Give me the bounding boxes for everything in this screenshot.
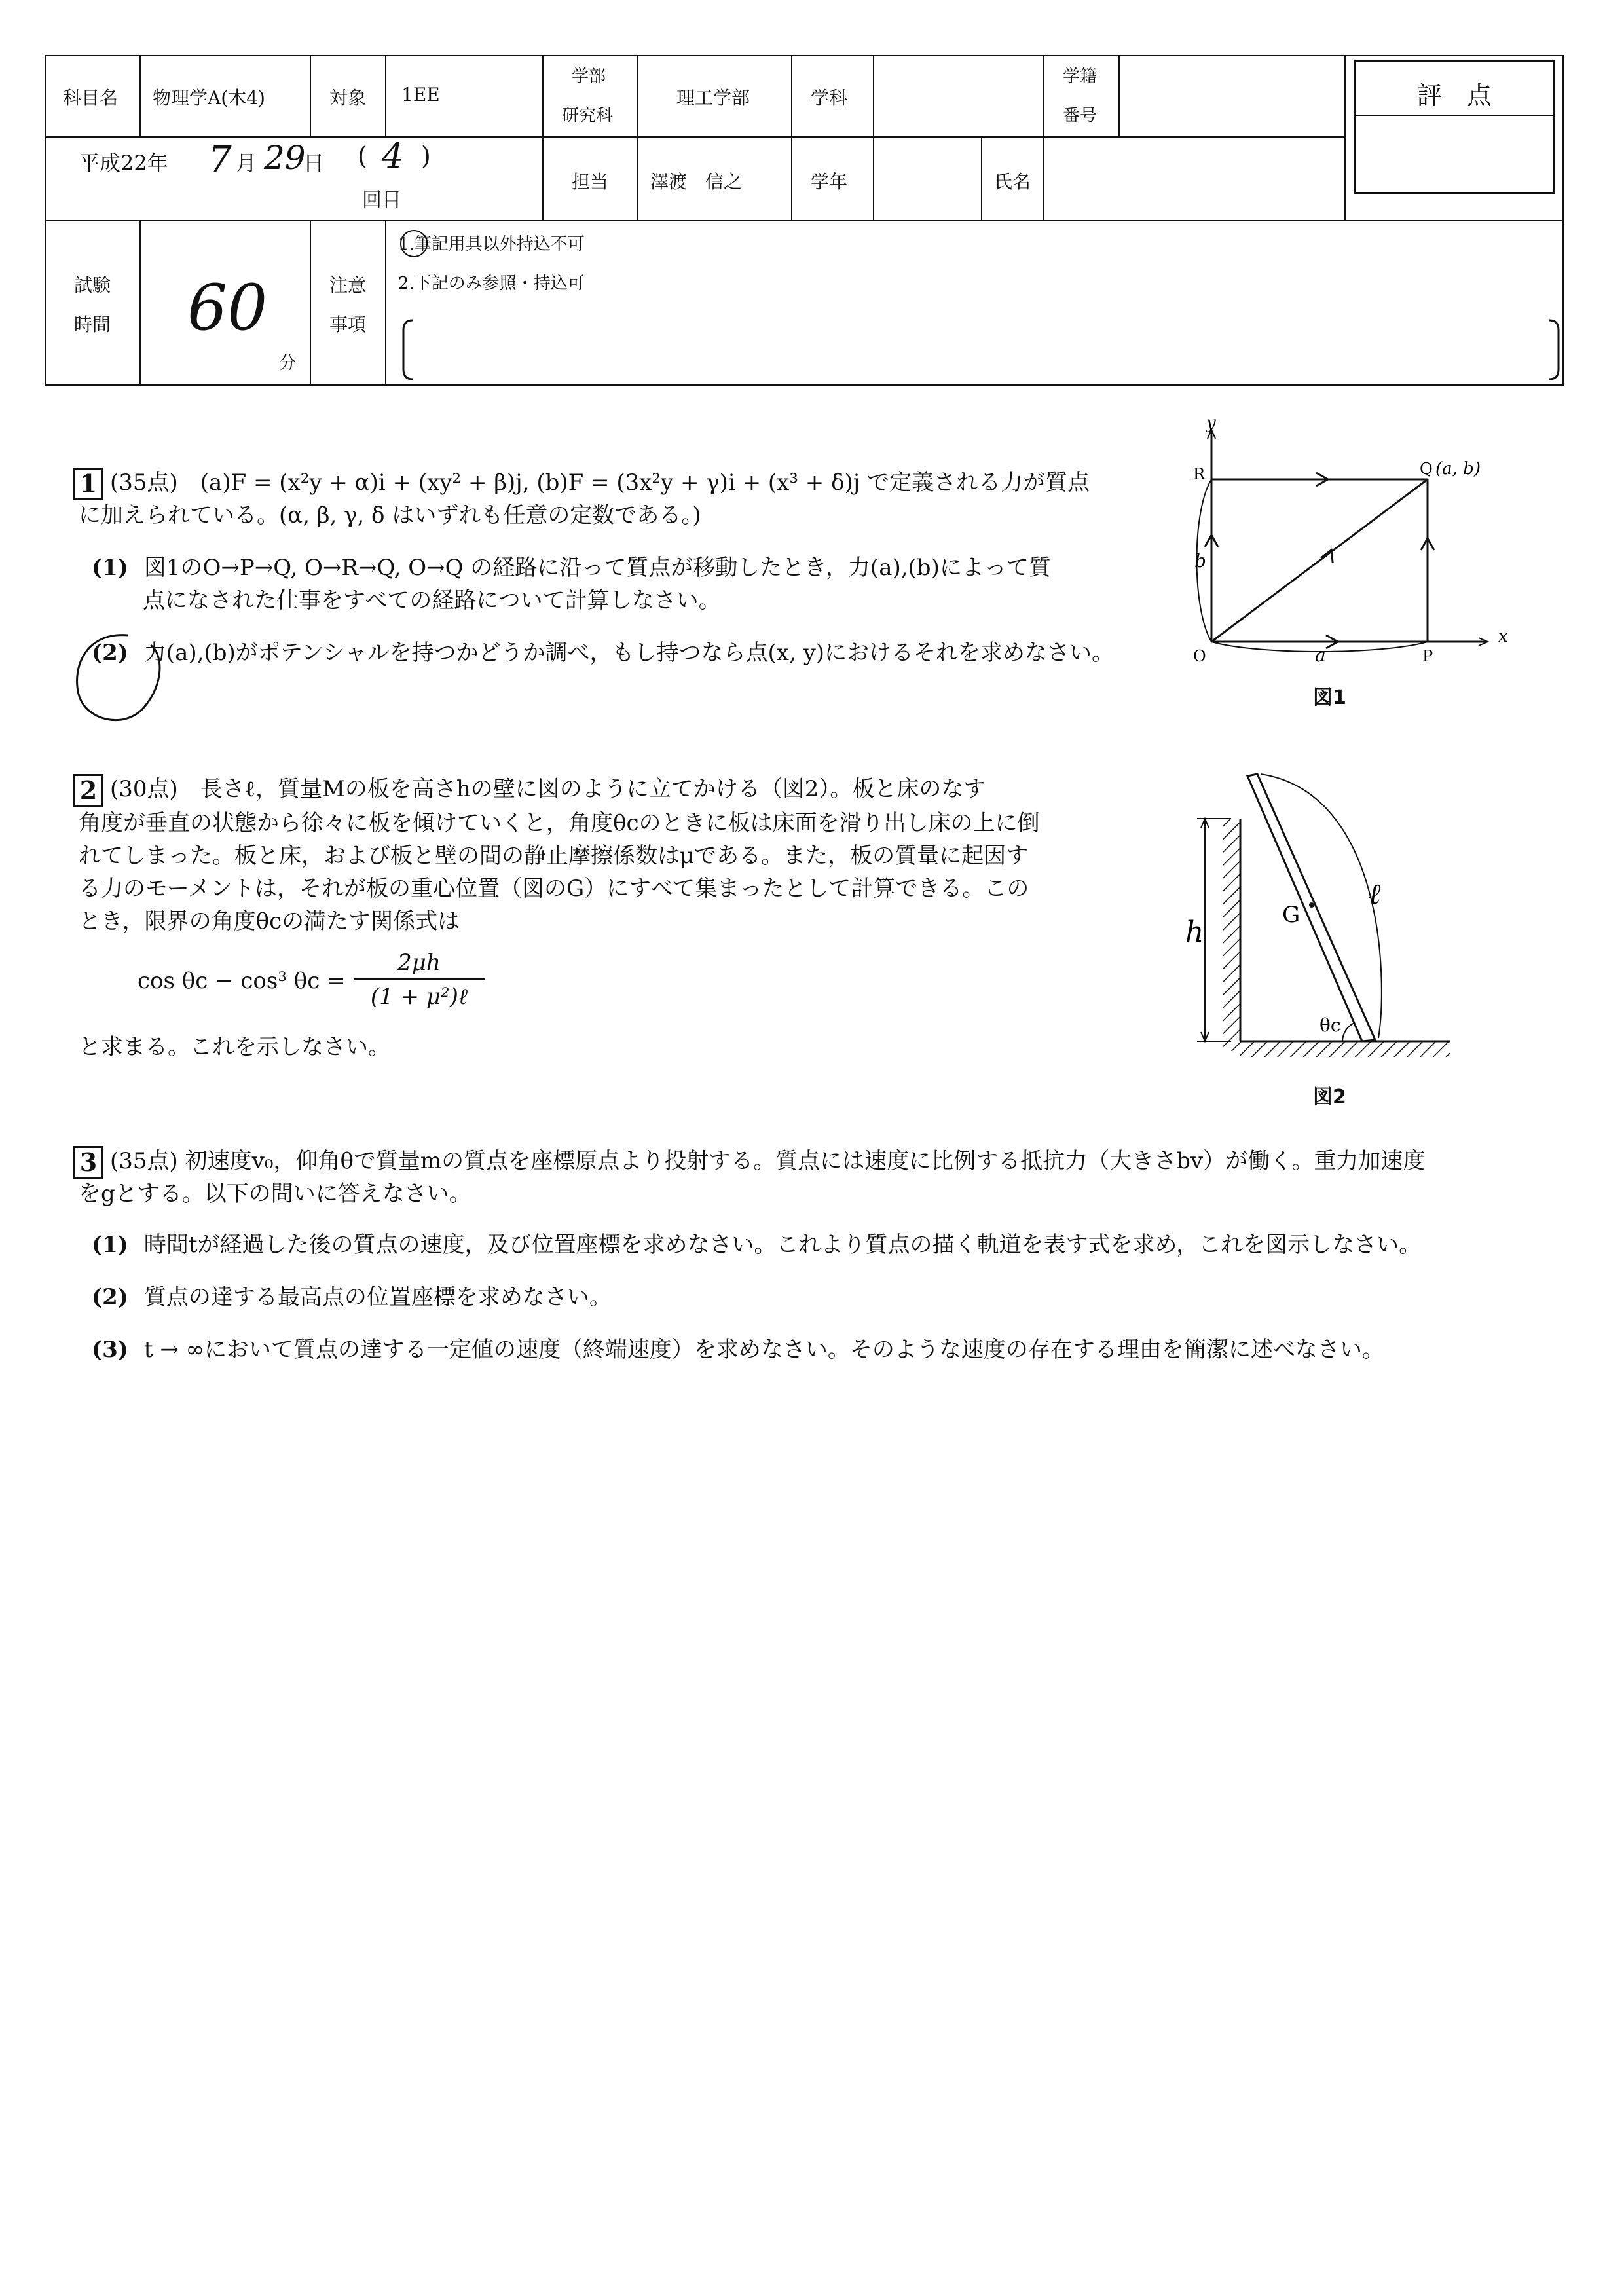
department-label: 学科 bbox=[811, 87, 848, 109]
handwritten-circle-mark bbox=[401, 231, 427, 257]
target-label: 対象 bbox=[329, 87, 367, 109]
q2-intro: (30点) 長さℓ，質量Mの板を高さhの壁に図のように立てかける（図2）。板と床のなす bbox=[110, 776, 986, 802]
q2-line-3: れてしまった。板と床，および板と壁の間の静止摩擦係数はμである。また，板の質量に起因す bbox=[79, 843, 1029, 869]
q3-line-1 bbox=[73, 1145, 1425, 1179]
q3-sub2-text: 質点の達する最高点の位置座標を求めなさい。 bbox=[143, 1284, 612, 1310]
point-O: O bbox=[1193, 647, 1206, 665]
name-label: 氏名 bbox=[994, 171, 1031, 193]
notes-brackets bbox=[392, 222, 1564, 384]
q2-line-2: 角度が垂直の状態から徐々に板を傾けていくと，角度θcのときに板は床面を滑り出し床の上に倒 bbox=[79, 810, 1040, 836]
table-border bbox=[45, 384, 1564, 386]
session-paren-open: ( bbox=[358, 141, 367, 170]
q2-formula-numerator: 2μh bbox=[397, 950, 441, 976]
student-id-field[interactable] bbox=[1122, 62, 1341, 134]
table-border bbox=[1344, 55, 1346, 220]
faculty-value: 理工学部 bbox=[676, 87, 750, 109]
table-border bbox=[310, 55, 311, 136]
point-R: R bbox=[1193, 465, 1206, 483]
q3-sub3-text: t → ∞において質点の達する一定値の速度（終端速度）を求めなさい。そのような速度の存在する理由を簡潔に述べなさい。 bbox=[143, 1337, 1384, 1363]
table-border bbox=[791, 55, 792, 220]
label-a: a bbox=[1315, 644, 1326, 666]
table-border bbox=[310, 220, 311, 386]
grade-label: 学年 bbox=[811, 171, 848, 193]
q1-sub1-number: (1) bbox=[92, 555, 128, 581]
q3-sub1 bbox=[92, 1229, 1421, 1261]
exam-time-label-2: 時間 bbox=[74, 314, 111, 335]
q3-sub1-number: (1) bbox=[92, 1232, 128, 1258]
q1-sub2 bbox=[92, 637, 1114, 669]
exam-header bbox=[45, 55, 1564, 386]
student-id-label-2: 番号 bbox=[1063, 106, 1098, 126]
exam-time-value: 60 bbox=[187, 271, 268, 344]
table-border bbox=[385, 55, 386, 136]
session-number[interactable]: 4 bbox=[382, 137, 404, 176]
q1-sub1 bbox=[92, 551, 1051, 584]
label-G: G bbox=[1282, 902, 1301, 928]
table-border bbox=[139, 55, 141, 136]
wall-hatch bbox=[1223, 819, 1240, 1051]
figure-2-caption: 図2 bbox=[1313, 1086, 1346, 1109]
teacher-value: 澤渡 信之 bbox=[650, 171, 743, 193]
bracket-open bbox=[403, 320, 413, 379]
q2-line-1 bbox=[73, 773, 986, 807]
length-arc bbox=[1261, 774, 1382, 1038]
q1-sub1-line-2: 点になされた仕事をすべての経路について計算しなさい。 bbox=[143, 587, 721, 614]
label-b: b bbox=[1194, 550, 1206, 572]
table-border bbox=[542, 55, 544, 220]
label-theta: θc bbox=[1320, 1014, 1341, 1036]
q3-sub2 bbox=[92, 1281, 612, 1314]
exam-time-unit: 分 bbox=[279, 354, 297, 373]
y-axis-label: y bbox=[1206, 419, 1216, 433]
bracket-close bbox=[1549, 320, 1559, 379]
q2-fraction-bar bbox=[354, 978, 485, 980]
q2-line-5: とき，限界の角度θcの満たす関係式は bbox=[79, 908, 460, 934]
q1-sub2-number: (2) bbox=[92, 640, 128, 666]
q1-number: 1 bbox=[73, 468, 103, 500]
handwritten-circle-mark bbox=[65, 622, 183, 733]
faculty-label-1: 学部 bbox=[572, 67, 606, 86]
grade-field[interactable] bbox=[876, 140, 978, 215]
date-prefix: 平成22年 bbox=[79, 151, 168, 176]
note-1: 1.筆記用具以外持込不可 bbox=[398, 234, 585, 254]
q2-line-6: と求まる。これを示しなさい。 bbox=[79, 1034, 390, 1060]
q2-formula-denominator: (1 + μ²)ℓ bbox=[370, 984, 468, 1010]
table-border bbox=[45, 220, 1564, 221]
q3-sub3 bbox=[92, 1333, 1384, 1366]
point-Q: Q bbox=[1420, 460, 1433, 478]
center-of-mass bbox=[1309, 902, 1314, 908]
x-axis-label: x bbox=[1498, 627, 1508, 646]
point-Q-coords: (a, b) bbox=[1435, 459, 1481, 479]
angle-arc bbox=[1342, 1023, 1354, 1041]
date-month: 7 bbox=[208, 139, 232, 181]
subject-label: 科目名 bbox=[63, 87, 119, 109]
session-paren-close: ) bbox=[421, 141, 431, 170]
q2-number: 2 bbox=[73, 774, 103, 807]
figure-1-caption: 図1 bbox=[1313, 686, 1346, 709]
label-h: h bbox=[1185, 916, 1204, 949]
point-P: P bbox=[1422, 647, 1433, 665]
q1-sub2-text: 力(a),(b)がポテンシャルを持つかどうか調べ，もし持つなら点(x, y)におけるそれを求めなさい。 bbox=[143, 640, 1115, 666]
score-divider bbox=[1356, 115, 1553, 116]
path-O-Q bbox=[1211, 479, 1428, 642]
board bbox=[1247, 774, 1375, 1041]
q3-intro: (35点) 初速度v₀，仰角θで質量mの質点を座標原点より投射する。質点には速度に比例する抵抗力（大きさbv）が働く。重力加速度 bbox=[110, 1148, 1426, 1174]
q3-line-2: をgとする。以下の問いに答えなさい。 bbox=[79, 1181, 471, 1207]
q2-formula-lhs: cos θc − cos³ θc = bbox=[138, 968, 346, 994]
score-label: 評 点 bbox=[1416, 81, 1492, 110]
q2-line-4: る力のモーメントは，それが板の重心位置（図のG）にすべて集まったとして計算できる。この bbox=[79, 876, 1029, 902]
label-l: ℓ bbox=[1369, 878, 1381, 911]
notes-label-1: 注意 bbox=[329, 274, 367, 296]
q1-sub1-text: 図1のO→P→Q, O→R→Q, O→Q の経路に沿って質点が移動したとき，力(a),(b)によって質 bbox=[143, 555, 1051, 581]
teacher-label: 担当 bbox=[572, 171, 609, 193]
figure-1 bbox=[1179, 419, 1545, 707]
date-day-unit: 日 bbox=[303, 151, 325, 176]
target-value: 1EE bbox=[401, 84, 440, 105]
q3-sub1-text: 時間tが経過した後の質点の速度，及び位置座標を求めなさい。これより質点の描く軌道を表す式を求め，これを図示しなさい。 bbox=[143, 1232, 1422, 1258]
table-border bbox=[45, 136, 1344, 138]
notes-label-2: 事項 bbox=[329, 314, 367, 335]
figure-2 bbox=[1179, 766, 1480, 1081]
exam-time-label-1: 試験 bbox=[74, 274, 111, 296]
session-unit: 回目 bbox=[362, 189, 401, 212]
table-border bbox=[385, 220, 386, 386]
q3-number: 3 bbox=[73, 1146, 103, 1179]
table-border bbox=[45, 55, 1564, 56]
subject-value: 物理学A(木4) bbox=[153, 87, 265, 109]
faculty-label-2: 研究科 bbox=[562, 106, 614, 126]
q3-sub2-number: (2) bbox=[92, 1284, 128, 1310]
table-border bbox=[1118, 55, 1120, 136]
q1-line-1 bbox=[73, 466, 1090, 500]
name-field[interactable] bbox=[1046, 140, 1341, 215]
q3-sub3-number: (3) bbox=[92, 1337, 128, 1363]
note-2: 2.下記のみ参照・持込可 bbox=[398, 274, 585, 293]
floor-hatch bbox=[1240, 1041, 1450, 1057]
date-month-unit: 月 bbox=[236, 151, 257, 176]
table-border bbox=[45, 55, 46, 386]
table-border bbox=[1043, 55, 1044, 220]
table-border bbox=[873, 55, 874, 220]
table-border bbox=[981, 136, 982, 220]
student-id-label-1: 学籍 bbox=[1063, 67, 1098, 86]
table-border bbox=[139, 220, 141, 386]
table-border bbox=[637, 55, 638, 220]
q1-line-2: に加えられている。(α, β, γ, δ はいずれも任意の定数である。) bbox=[79, 502, 701, 528]
q1-intro: (35点) (a)F = (x²y + α)i + (xy² + β)j, (b)F = (3x²y + γ)i + (x³ + δ)j で定義される力が質点 bbox=[110, 470, 1090, 496]
score-box[interactable] bbox=[1354, 60, 1555, 194]
department-field[interactable] bbox=[876, 62, 1040, 134]
date-day: 29 bbox=[264, 139, 306, 177]
